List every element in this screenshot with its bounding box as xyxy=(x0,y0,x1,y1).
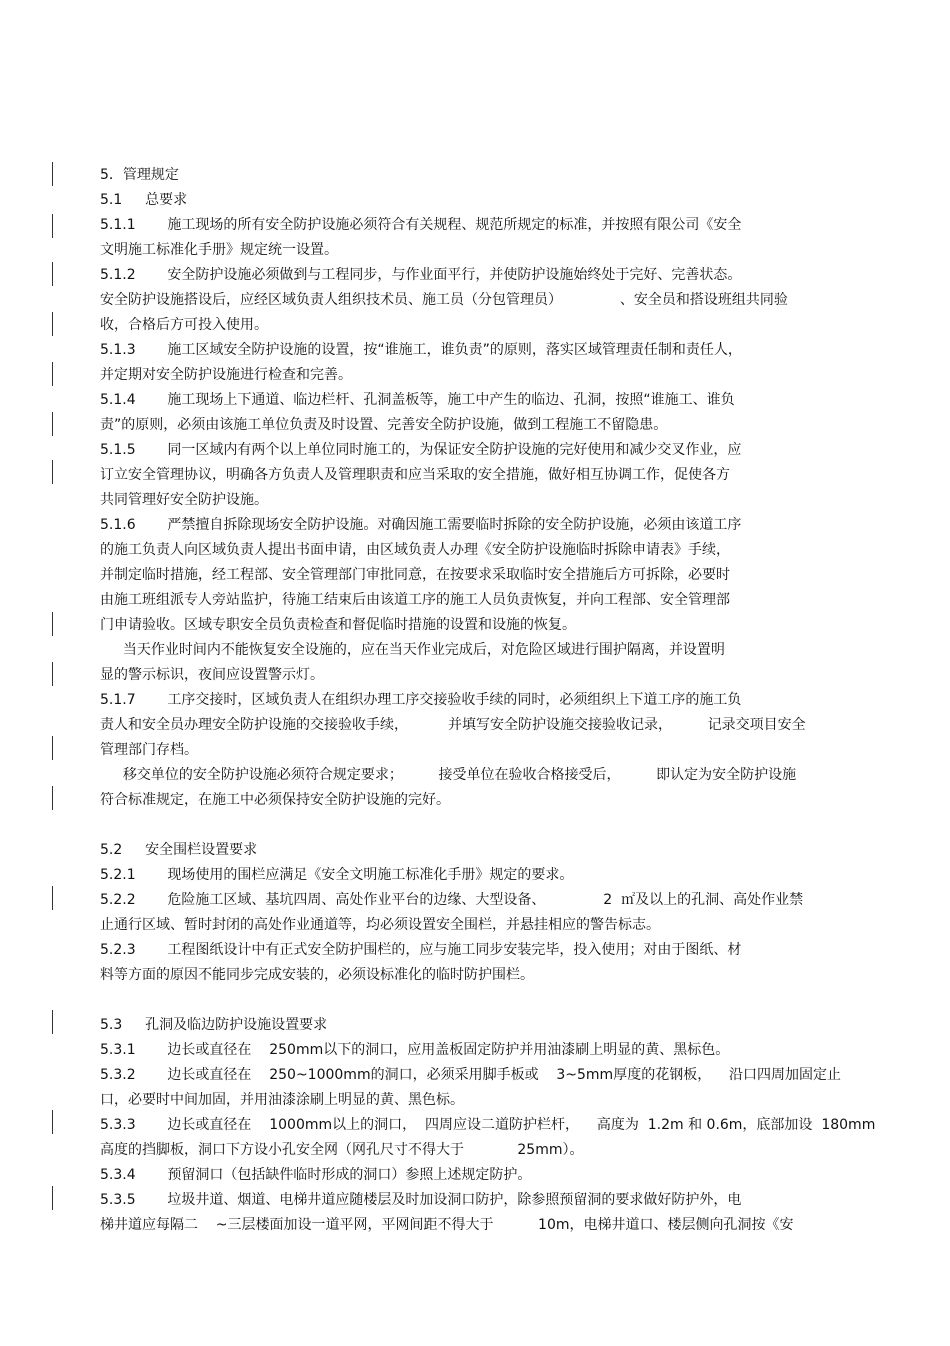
paragraph-line: 共同管理好安全防护设施。 xyxy=(100,492,268,508)
paragraph-line: 梯井道应每隔二 ~三层楼面加设一道平网，平网间距不得大于 10m，电梯井道口、楼层侧向孔洞按《安 xyxy=(100,1217,794,1233)
paragraph-line: 止通行区域、暂时封闭的高处作业通道等，均必须设置安全围栏，并悬挂相应的警告标志。 xyxy=(100,917,660,933)
paragraph-line: 文明施工标准化手册》规定统一设置。 xyxy=(100,242,338,258)
paragraph-line: 的施工负责人向区域负责人提出书面申请，由区域负责人办理《安全防护设施临时拆除申请表》手续， xyxy=(100,542,730,558)
revision-bar xyxy=(52,1110,53,1134)
paragraph-line: 显的警示标识，夜间应设置警示灯。 xyxy=(100,667,324,683)
paragraph-line: 当天作业时间内不能恢复安全设施的，应在当天作业完成后，对危险区域进行围护隔离，并设置明 xyxy=(100,642,725,658)
paragraph-line: 移交单位的安全防护设施必须符合规定要求； 接受单位在验收合格接受后， 即认定为安全防护设施 xyxy=(100,767,797,783)
revision-bar xyxy=(52,736,53,760)
paragraph-line: 由施工班组派专人旁站监护，待施工结束后由该道工序的施工人员负责恢复，并向工程部、安全管理部 xyxy=(100,592,730,608)
paragraph-line: 责”的原则，必须由该施工单位负责及时设置、完善安全防护设施，做到工程施工不留隐患。 xyxy=(100,417,668,433)
revision-bar xyxy=(52,214,53,238)
revision-bar xyxy=(52,662,53,686)
revision-bar xyxy=(52,362,53,386)
paragraph-line: 订立安全管理协议，明确各方负责人及管理职责和应当采取的安全措施，做好相互协调工作，促使各方 xyxy=(100,467,730,483)
paragraph-line: 管理部门存档。 xyxy=(100,742,198,758)
paragraph-line: 5.1.5 同一区域内有两个以上单位同时施工的，为保证安全防护设施的完好使用和减少交叉作业，应 xyxy=(100,442,742,458)
paragraph-line: 5.1.7 工序交接时，区域负责人在组织办理工序交接验收手续的同时，必须组织上下道工序的施工负 xyxy=(100,692,742,708)
revision-bar xyxy=(52,262,53,286)
subsection-heading: 5.2 安全围栏设置要求 xyxy=(100,842,258,858)
paragraph-line: 高度的挡脚板，洞口下方设小孔安全网（网孔尺寸不得大于 25mm）。 xyxy=(100,1142,584,1158)
subsection-heading: 5.3 孔洞及临边防护设施设置要求 xyxy=(100,1017,328,1033)
revision-bar xyxy=(52,886,53,910)
paragraph-line: 安全防护设施搭设后，应经区域负责人组织技术员、施工员（分包管理员） 、安全员和搭设班组共同验 xyxy=(100,292,788,308)
paragraph-line: 并定期对安全防护设施进行检查和完善。 xyxy=(100,367,352,383)
paragraph-line: 5.1.2 安全防护设施必须做到与工程同步，与作业面平行，并使防护设施始终处于完好、完善状态。 xyxy=(100,267,742,283)
paragraph-line: 5.1.6 严禁擅自拆除现场安全防护设施。对确因施工需要临时拆除的安全防护设施，必须由该道工序 xyxy=(100,517,742,533)
paragraph-line: 5.2.2 危险施工区域、基坑四周、高处作业平台的边缘、大型设备、 2 ㎡及以上的孔洞、高处作业禁 xyxy=(100,892,804,908)
paragraph-line: 料等方面的原因不能同步完成安装的，必须设标准化的临时防护围栏。 xyxy=(100,967,534,983)
paragraph-line: 5.2.1 现场使用的围栏应满足《安全文明施工标准化手册》规定的要求。 xyxy=(100,867,574,883)
revision-bar xyxy=(52,460,53,484)
paragraph-line: 5.2.3 工程图纸设计中有正式安全防护围栏的，应与施工同步安装完毕，投入使用；对由于图纸、材 xyxy=(100,942,742,958)
paragraph-line: 5.3.2 边长或直径在 250~1000mm的洞口，必须采用脚手板或 3~5mm厚度的花钢板， 沿口四周加固定止 xyxy=(100,1067,841,1083)
paragraph-line: 5.3.1 边长或直径在 250mm以下的洞口，应用盖板固定防护并用油漆刷上明显的黄、黑标色。 xyxy=(100,1042,730,1058)
paragraph-line: 门申请验收。区域专职安全员负责检查和督促临时措施的设置和设施的恢复。 xyxy=(100,617,576,633)
paragraph-line: 5.3.4 预留洞口（包括缺件临时形成的洞口）参照上述规定防护。 xyxy=(100,1167,532,1183)
revision-bar xyxy=(52,612,53,636)
paragraph-line: 5.3.5 垃圾井道、烟道、电梯井道应随楼层及时加设洞口防护，除参照预留洞的要求做好防护外，电 xyxy=(100,1192,742,1208)
revision-bar xyxy=(52,1010,53,1034)
paragraph-line: 符合标准规定，在施工中必须保持安全防护设施的完好。 xyxy=(100,792,450,808)
paragraph-line: 5.3.3 边长或直径在 1000mm以上的洞口， 四周应设二道防护栏杆， 高度为 1.2m 和 0.6m，底部加设 180mm xyxy=(100,1117,876,1133)
revision-bar xyxy=(52,162,53,186)
section-heading: 5．管理规定 xyxy=(100,167,179,183)
paragraph-line: 并制定临时措施，经工程部、安全管理部门审批同意，在按要求采取临时安全措施后方可拆除，必要时 xyxy=(100,567,730,583)
revision-bar xyxy=(52,412,53,436)
subsection-heading: 5.1 总要求 xyxy=(100,192,188,208)
paragraph-line: 5.1.3 施工区域安全防护设施的设置，按“谁施工，谁负责”的原则，落实区域管理责任制和责任人， xyxy=(100,342,742,358)
paragraph-line: 5.1.4 施工现场上下通道、临边栏杆、孔洞盖板等，施工中产生的临边、孔洞，按照“谁施工、谁负 xyxy=(100,392,735,408)
paragraph-line: 口，必要时中间加固，并用油漆涂刷上明显的黄、黑色标。 xyxy=(100,1092,464,1108)
paragraph-line: 收，合格后方可投入使用。 xyxy=(100,317,268,333)
revision-bar xyxy=(52,1186,53,1210)
revision-bar xyxy=(52,786,53,810)
paragraph-line: 5.1.1 施工现场的所有安全防护设施必须符合有关规程、规范所规定的标准，并按照有限公司《安全 xyxy=(100,217,742,233)
revision-bar xyxy=(52,312,53,336)
paragraph-line: 责人和安全员办理安全防护设施的交接验收手续， 并填写安全防护设施交接验收记录， 记录交项目安全 xyxy=(100,717,806,733)
